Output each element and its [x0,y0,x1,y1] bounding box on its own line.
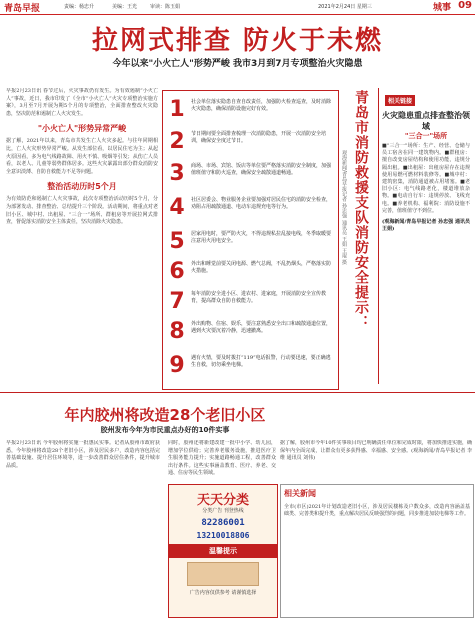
issue-date: 2021年2月24日 星期三 [318,4,372,10]
related-links-sidebar [378,88,473,384]
section-title-2: 整治活动历时5个月 [47,182,117,192]
step-number: 3 [169,161,185,186]
art-credit: 美编：王光 [112,4,138,10]
section-body-1: 据了解，2021年以来，青岛市共发生亡人火灾多起。与往年同期相比，亡人火灾形势异常严峻。从发生部位看，以居民住宅为主；从起火原因看，多为电气线路故障、用火不慎、吸烟等引发；从伤亡人员看，以老人、儿童等弱势群体居多。这些火灾暴露出部分群众消防安全意识淡薄、自防自救能力不足等问题。 [6,138,158,175]
article-left-column [6,88,158,388]
section-divider [0,392,475,393]
step-number: 7 [169,289,185,314]
step-text: 遇有火情，要及时拨打“119”电话报警，行动要迅速，要正确逃生自救，切勿乘坐电梯。 [191,355,331,368]
related-news-box [280,484,474,618]
step-text: 外出购物、住宿、娱乐，要注意熟悉安全出口和疏散通道位置，遇到火灾要沉着冷静，迅速撤离。 [191,321,332,334]
sidebar-title: 火灾隐患重点排查整治领域 [382,111,470,131]
page-header [0,0,475,15]
section-title-1: "小火亡人"形势异常严峻 [37,124,127,134]
step-text: 节日期间要全面排查梳理一次消防隐患，开展一次消防安全培训，确保安全度过节日。 [191,131,327,144]
step-number: 1 [169,97,185,122]
step-number: 6 [169,259,185,284]
sidebar-body: ■"三合一"场所：生产、经营、仓储与员工宿舍在同一建筑物内。■群租房：擅自改变房屋结构和使用功能，违规分隔出租。■出租屋：出租房屋存在违规使用易燃可燃材料装修等。■城中村：建筑密集，消防通道被占用堵塞。■老旧小区：电气线路老化，楼道堆放杂物。■电动自行车：违规停放、飞线充电。■养老机构、福利院：消防设施不完善，值班值守不到位。 [382,143,470,214]
step-number: 4 [169,195,185,220]
step-number: 2 [169,129,185,154]
step-text: 社区居委会、物业服务企业要加强对居民住宅的消防安全检查，劝阻占用疏散通道、电动车违规充电等行为。 [191,197,332,210]
second-article-col-2: 同时，胶州还将新建改建一批中小学、幼儿园，增加学位供给；完善养老服务设施，推进医疗卫生服务能力提升；实施道路畅通工程，改善群众出行条件。这些实事涵盖教育、医疗、养老、交通、住房等民生领域。 [168,440,276,477]
main-subhead: 今年以来"小火亡人"形势严峻 我市3月到7月专项整治火灾隐患 [112,59,363,69]
ad-phone-1: 82286001 [201,518,245,528]
section-body-2: 为有效防范和遏制亡人火灾事故，此次专项整治活动历时5个月，分为部署发动、排查整治、总结提升三个阶段。活动期间，将重点对老旧小区、城中村、出租屋、“三合一”场所、群租房等开展拉网式排查，督促落实消防安全主体责任，坚决消除火灾隐患。 [6,196,158,226]
photo-credit: 观海新闻/青岛早报记者 孙忠强 通讯员 王娟 王琨 摄 [341,150,347,265]
step-text: 每年消防安全进小区、进农村、进家庭，开展消防安全宣传教育，提高群众自防自救能力。 [191,291,327,304]
step-text: 外出和睡觉前要关闭电源、燃气总阀，不乱扔烟头，严格落实防火措施。 [191,261,332,274]
second-article-col-3: 据了解，胶州市今年10件实事项目均已明确责任单位和完成时限，将加快推进实施，确保年内全面完成，让群众有更多获得感、幸福感、安全感。(观海新闻/青岛早报记者 李维 通讯员 刘伟) [280,440,472,462]
step-number: 5 [169,229,185,254]
related-news-title: 相关新闻 [284,489,316,498]
ad-line-2: 广告内容仅供参考 请谨慎选择 [189,590,257,596]
ad-band: 温馨提示 [169,544,277,558]
sidebar-heading: "三合一"场所 [404,132,448,140]
vertical-tips-title: 青岛市消防救援支队消防安全提示： [353,90,369,330]
ad-line-1: 分类广告 刊登热线 [202,508,244,514]
section-name: 城事 [432,3,451,13]
ad-image [187,562,259,586]
ad-phone-2: 13210018806 [196,531,250,540]
second-article-col-1: 早报2月23日讯 今年胶州将实施一批惠民实事。记者从胶州市政府获悉，今年胶州将改造28个老旧小区，涉及居民多户，改造内容包括完善基础设施、提升居住环境等，进一步改善群众居住条件，提升城市品质。 [6,440,160,469]
proof-credit: 审读：陈玉娟 [150,4,181,10]
sidebar-note: (观海新闻/青岛早报记者 孙忠强 通讯员 王娟) [382,219,470,233]
ad-title: 天天分类 [196,493,249,508]
main-headline: 拉网式排查 防火于未燃 [91,26,384,56]
safety-tips-box [162,90,339,390]
related-news-body: 全市(市区)2021年计划改造老旧小区，涉及居民楼栋及户数众多，改造内容涵盖基础类、完善类和提升类，重点解决居民反映强烈的问题，同步推进加装电梯等工作。 [284,504,470,518]
newspaper-logo: 青岛早报 [4,4,41,14]
step-text: 社会单位落实隐患自查自改责任，加强防火检查巡查，及时消除火灾隐患，确保消防设施完好有效。 [191,99,332,112]
step-number: 8 [169,319,185,344]
page-number: 09 [458,0,472,11]
step-number: 9 [169,353,185,378]
editor-credit: 责编：杨忠升 [64,4,95,10]
step-text: 居家用电时，要严防火灾，不得违规私拉乱接电线，冬季取暖要注意用火用电安全。 [191,231,332,244]
classified-ad [168,484,278,618]
second-headline: 年内胶州将改造28个老旧小区 [64,406,266,424]
second-subhead: 胶州发布今年为市民重点办好的10件实事 [100,426,230,434]
article-intro: 早报2月23日讯 春节过后，火灾事故仍有发生。为有效遏制“小火亡人”事故，近日，我市印发了《全市“小火亡人”火灾专项整治实施方案》，3月至7月开展为期5个月的专项整治，全面排查整改火灾隐患，坚决防范和遏制亡人火灾发生。 [6,88,158,117]
related-links-tag: 相关链接 [385,95,415,106]
step-text: 商场、市场、宾馆、饭店等单位要严格落实消防安全制度，加强值班值守和防火巡查，确保安全疏散通道畅通。 [191,163,332,176]
